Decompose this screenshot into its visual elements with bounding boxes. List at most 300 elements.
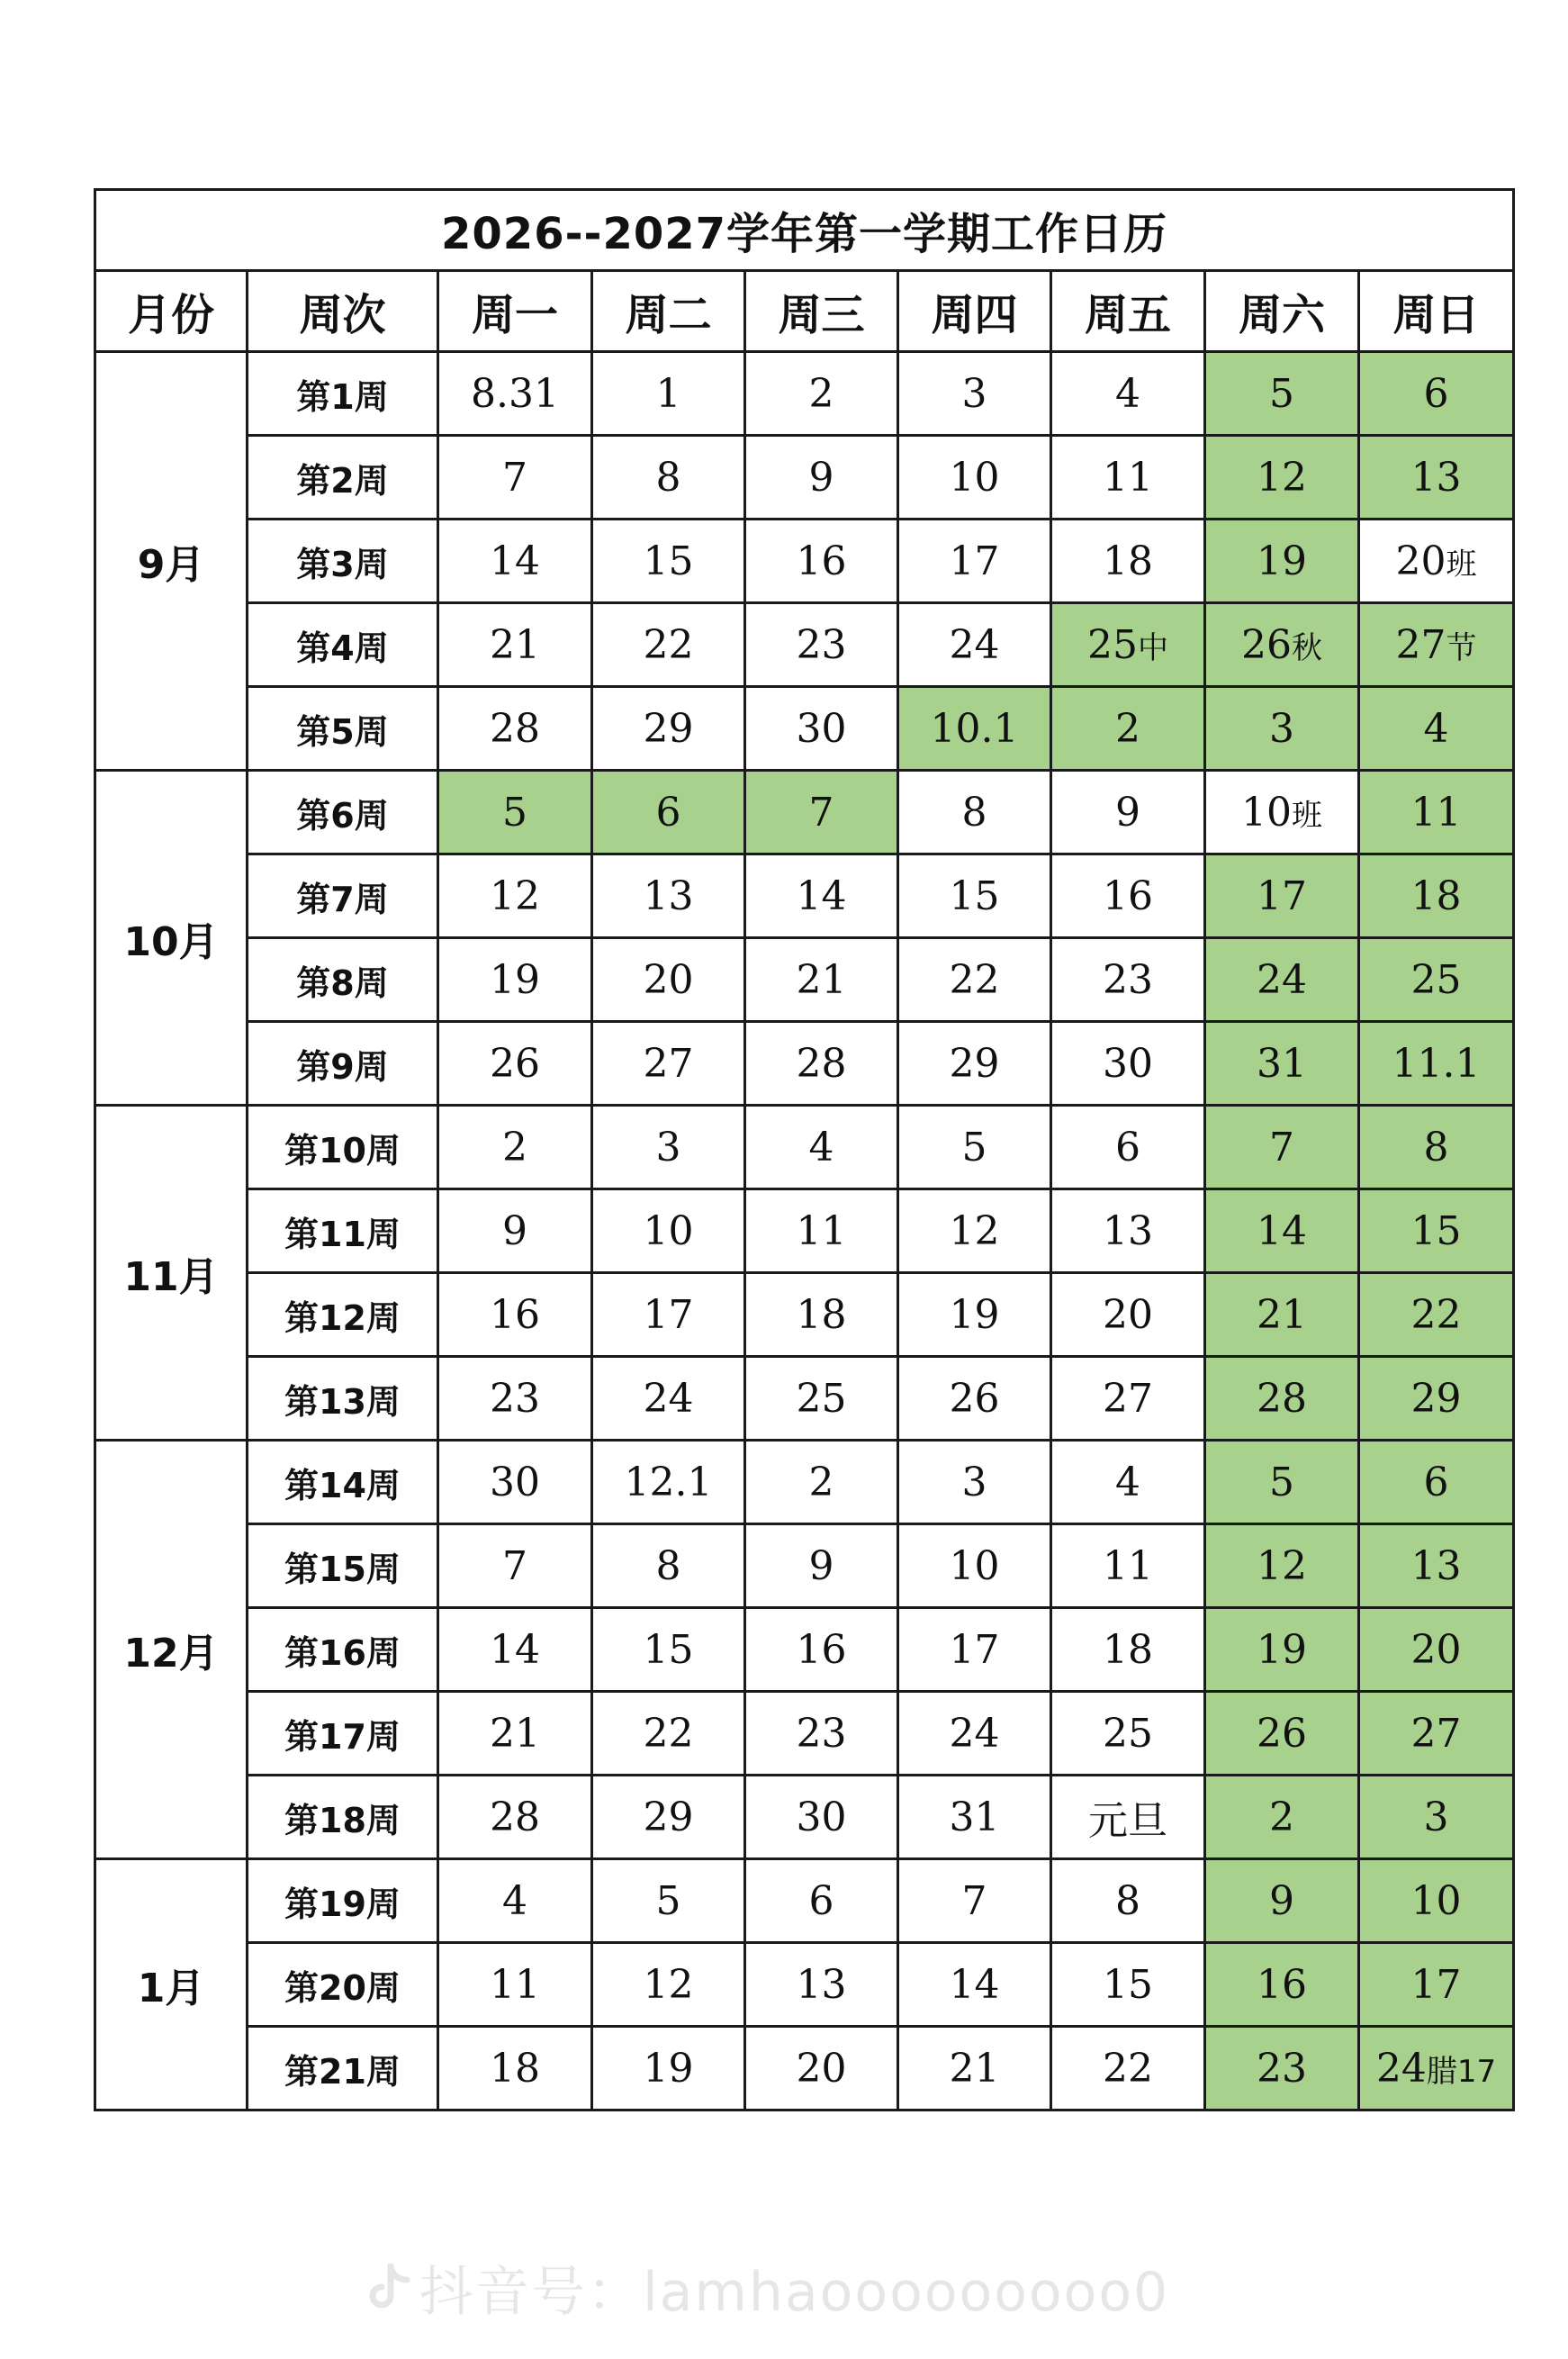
day-number: 13 (643, 872, 694, 919)
day-cell-friday (1051, 1859, 1205, 1943)
header-friday: 周五 (1051, 271, 1205, 352)
day-number: 20 (1410, 1626, 1462, 1673)
day-number: 22 (1103, 2045, 1153, 2092)
week-label: 第19周 (248, 1859, 438, 1943)
day-number: 17 (949, 538, 1000, 584)
day-cell-tuesday (592, 1692, 745, 1776)
day-cell-wednesday (745, 352, 898, 436)
day-cell-thursday (898, 1692, 1051, 1776)
day-cell-thursday (898, 436, 1051, 520)
day-cell-saturday (1205, 1943, 1359, 2027)
week-row (95, 1273, 1514, 1357)
day-cell-wednesday (745, 1608, 898, 1692)
day-number: 19 (643, 2045, 694, 2092)
day-cell-tuesday (592, 1943, 745, 2027)
day-cell-friday (1051, 520, 1205, 603)
day-number: 27 (1395, 621, 1446, 668)
day-number: 23 (796, 621, 847, 668)
day-number: 14 (490, 1626, 540, 1673)
day-number: 13 (1410, 454, 1462, 501)
day-number: 27 (643, 1040, 694, 1087)
day-number: 17 (643, 1291, 694, 1338)
day-cell-sunday (1359, 1776, 1514, 1859)
day-cell-sunday (1359, 1608, 1514, 1692)
day-number: 11 (1410, 789, 1462, 836)
day-number: 24 (1375, 2045, 1427, 2092)
day-cell-sunday (1359, 687, 1514, 771)
week-row (95, 854, 1514, 938)
day-number: 28 (490, 1794, 540, 1840)
week-row (95, 1608, 1514, 1692)
day-number: 7 (961, 1877, 987, 1924)
day-number: 6 (1423, 370, 1449, 417)
day-number: 元旦 (1088, 1798, 1167, 1844)
day-number: 13 (796, 1961, 847, 2008)
day-cell-wednesday (745, 1441, 898, 1524)
day-number: 18 (1103, 538, 1153, 584)
week-row (95, 520, 1514, 603)
day-cell-friday (1051, 1692, 1205, 1776)
day-number: 12 (643, 1961, 694, 2008)
day-number: 15 (643, 538, 694, 584)
day-number: 3 (961, 1459, 987, 1505)
week-row (95, 1189, 1514, 1273)
week-row (95, 1441, 1514, 1524)
month-label: 12月 (95, 1441, 248, 1859)
day-cell-monday (438, 1022, 592, 1106)
day-cell-sunday (1359, 1357, 1514, 1441)
week-label: 第11周 (248, 1189, 438, 1273)
day-cell-wednesday (745, 1022, 898, 1106)
day-cell-saturday (1205, 1189, 1359, 1273)
day-cell-wednesday (745, 1357, 898, 1441)
day-number: 11 (1103, 1542, 1153, 1589)
day-number: 7 (502, 1542, 527, 1589)
day-cell-wednesday (745, 1273, 898, 1357)
day-number: 17 (1410, 1961, 1462, 2008)
day-cell-thursday (898, 1441, 1051, 1524)
day-number: 12 (949, 1207, 1000, 1254)
day-cell-thursday (898, 520, 1051, 603)
day-number: 1 (655, 370, 681, 417)
day-cell-monday (438, 1357, 592, 1441)
day-cell-thursday (898, 1022, 1051, 1106)
day-number: 12 (1257, 454, 1307, 501)
day-number: 4 (1423, 705, 1449, 752)
day-number: 8 (655, 454, 681, 501)
day-note: 腊17 (1426, 2053, 1497, 2090)
day-number: 20 (1395, 538, 1446, 584)
day-cell-wednesday (745, 1524, 898, 1608)
day-number: 14 (949, 1961, 1000, 2008)
day-cell-friday (1051, 1441, 1205, 1524)
week-row (95, 687, 1514, 771)
day-cell-sunday (1359, 436, 1514, 520)
watermark-text: 抖音号：lamhaooooooooo0 (419, 2261, 1170, 2324)
day-number: 12 (490, 872, 540, 919)
week-label: 第13周 (248, 1357, 438, 1441)
header-week: 周次 (248, 271, 438, 352)
day-cell-wednesday (745, 2027, 898, 2110)
day-cell-thursday (898, 1776, 1051, 1859)
day-cell-friday (1051, 1022, 1205, 1106)
day-cell-sunday (1359, 1943, 1514, 2027)
week-label: 第2周 (248, 436, 438, 520)
day-cell-wednesday (745, 1943, 898, 2027)
day-number: 16 (1103, 872, 1153, 919)
week-row (95, 436, 1514, 520)
day-cell-monday (438, 352, 592, 436)
day-number: 19 (949, 1291, 1000, 1338)
day-number: 30 (796, 705, 847, 752)
month-label: 9月 (95, 352, 248, 771)
week-row (95, 771, 1514, 854)
day-number: 31 (949, 1794, 1000, 1840)
day-cell-wednesday (745, 436, 898, 520)
day-number: 29 (1410, 1375, 1462, 1422)
day-cell-sunday (1359, 1106, 1514, 1189)
day-cell-wednesday (745, 1189, 898, 1273)
day-number: 9 (1115, 789, 1140, 836)
day-cell-friday (1051, 771, 1205, 854)
day-number: 23 (490, 1375, 540, 1422)
day-number: 19 (1257, 538, 1307, 584)
day-number: 16 (1257, 1961, 1307, 2008)
day-number: 16 (490, 1291, 540, 1338)
day-number: 7 (1269, 1124, 1294, 1170)
day-note: 中 (1138, 629, 1168, 666)
day-cell-thursday (898, 1524, 1051, 1608)
day-cell-wednesday (745, 1692, 898, 1776)
day-number: 25 (796, 1375, 847, 1422)
day-cell-sunday (1359, 520, 1514, 603)
day-number: 18 (796, 1291, 847, 1338)
day-cell-friday (1051, 1608, 1205, 1692)
day-cell-monday (438, 603, 592, 687)
week-row (95, 938, 1514, 1022)
day-number: 8 (655, 1542, 681, 1589)
day-number: 14 (796, 872, 847, 919)
day-note: 班 (1446, 546, 1477, 583)
day-number: 10 (1241, 789, 1292, 836)
week-label: 第9周 (248, 1022, 438, 1106)
day-number: 5 (1269, 1459, 1294, 1505)
week-label: 第21周 (248, 2027, 438, 2110)
day-cell-thursday (898, 603, 1051, 687)
day-cell-saturday (1205, 771, 1359, 854)
day-number: 24 (949, 1710, 1000, 1757)
day-number: 30 (1103, 1040, 1153, 1087)
day-cell-tuesday (592, 1776, 745, 1859)
day-cell-saturday (1205, 1608, 1359, 1692)
day-cell-thursday (898, 1273, 1051, 1357)
day-cell-wednesday (745, 771, 898, 854)
week-label: 第1周 (248, 352, 438, 436)
day-number: 24 (643, 1375, 694, 1422)
day-cell-thursday (898, 687, 1051, 771)
week-row (95, 1859, 1514, 1943)
day-cell-saturday (1205, 1106, 1359, 1189)
day-cell-saturday (1205, 603, 1359, 687)
month-label: 11月 (95, 1106, 248, 1441)
day-cell-tuesday (592, 1859, 745, 1943)
day-cell-monday (438, 1273, 592, 1357)
day-number: 21 (490, 1710, 540, 1757)
calendar-title: 2026--2027学年第一学期工作日历 (95, 190, 1514, 271)
day-cell-monday (438, 938, 592, 1022)
header-thursday: 周四 (898, 271, 1051, 352)
day-number: 4 (808, 1124, 834, 1170)
day-cell-monday (438, 1608, 592, 1692)
day-cell-thursday (898, 1859, 1051, 1943)
day-cell-sunday (1359, 603, 1514, 687)
day-number: 27 (1410, 1710, 1462, 1757)
week-row (95, 352, 1514, 436)
day-number: 22 (1410, 1291, 1462, 1338)
day-cell-thursday (898, 771, 1051, 854)
day-cell-saturday (1205, 1776, 1359, 1859)
day-cell-wednesday (745, 1776, 898, 1859)
day-number: 18 (490, 2045, 540, 2092)
calendar-body (95, 352, 1514, 2110)
day-cell-sunday (1359, 1692, 1514, 1776)
day-number: 5 (502, 789, 527, 836)
day-cell-wednesday (745, 938, 898, 1022)
day-number: 16 (796, 538, 847, 584)
day-number: 23 (796, 1710, 847, 1757)
day-number: 23 (1257, 2045, 1307, 2092)
day-cell-tuesday (592, 603, 745, 687)
day-cell-tuesday (592, 1441, 745, 1524)
day-number: 24 (949, 621, 1000, 668)
day-cell-friday (1051, 436, 1205, 520)
header-month: 月份 (95, 271, 248, 352)
week-row (95, 2027, 1514, 2110)
day-number: 10 (949, 454, 1000, 501)
day-number: 10 (643, 1207, 694, 1254)
week-label: 第14周 (248, 1441, 438, 1524)
day-cell-tuesday (592, 436, 745, 520)
day-number: 11 (1103, 454, 1153, 501)
day-number: 28 (490, 705, 540, 752)
week-label: 第8周 (248, 938, 438, 1022)
day-cell-thursday (898, 1189, 1051, 1273)
day-cell-friday (1051, 1943, 1205, 2027)
day-number: 3 (1269, 705, 1294, 752)
week-label: 第4周 (248, 603, 438, 687)
day-cell-saturday (1205, 1357, 1359, 1441)
day-number: 3 (655, 1124, 681, 1170)
day-number: 11.1 (1392, 1040, 1481, 1087)
tiktok-logo-icon (369, 2264, 410, 2312)
day-cell-tuesday (592, 854, 745, 938)
day-cell-tuesday (592, 687, 745, 771)
day-cell-saturday (1205, 854, 1359, 938)
day-number: 18 (1410, 872, 1462, 919)
day-number: 5 (961, 1124, 987, 1170)
day-cell-saturday (1205, 1859, 1359, 1943)
day-number: 30 (796, 1794, 847, 1840)
day-number: 5 (655, 1877, 681, 1924)
day-number: 20 (1103, 1291, 1153, 1338)
day-number: 25 (1087, 621, 1138, 668)
day-cell-saturday (1205, 938, 1359, 1022)
day-number: 21 (796, 956, 847, 1003)
day-number: 26 (949, 1375, 1000, 1422)
day-number: 25 (1410, 956, 1462, 1003)
day-cell-monday (438, 687, 592, 771)
day-cell-wednesday (745, 603, 898, 687)
day-cell-sunday (1359, 1189, 1514, 1273)
day-cell-tuesday (592, 520, 745, 603)
day-cell-monday (438, 1524, 592, 1608)
day-number: 7 (808, 789, 834, 836)
day-number: 12.1 (624, 1459, 713, 1505)
day-number: 5 (1269, 370, 1294, 417)
day-cell-friday (1051, 1189, 1205, 1273)
day-number: 8 (961, 789, 987, 836)
day-cell-monday (438, 771, 592, 854)
day-cell-tuesday (592, 1106, 745, 1189)
week-label: 第12周 (248, 1273, 438, 1357)
day-cell-saturday (1205, 687, 1359, 771)
day-number: 4 (1115, 370, 1140, 417)
day-cell-tuesday (592, 1273, 745, 1357)
day-cell-friday (1051, 1357, 1205, 1441)
day-number: 19 (490, 956, 540, 1003)
day-number: 17 (1257, 872, 1307, 919)
day-cell-saturday (1205, 352, 1359, 436)
day-note: 节 (1446, 629, 1477, 666)
day-number: 29 (643, 1794, 694, 1840)
day-cell-monday (438, 1776, 592, 1859)
day-number: 4 (502, 1877, 527, 1924)
day-cell-sunday (1359, 771, 1514, 854)
day-number: 20 (796, 2045, 847, 2092)
day-cell-sunday (1359, 854, 1514, 938)
day-cell-thursday (898, 938, 1051, 1022)
day-cell-monday (438, 520, 592, 603)
day-cell-wednesday (745, 687, 898, 771)
header-sunday: 周日 (1359, 271, 1514, 352)
day-cell-tuesday (592, 1189, 745, 1273)
day-cell-tuesday (592, 2027, 745, 2110)
day-cell-friday (1051, 352, 1205, 436)
day-number: 12 (1257, 1542, 1307, 1589)
day-cell-monday (438, 1943, 592, 2027)
month-label: 10月 (95, 771, 248, 1106)
day-number: 3 (961, 370, 987, 417)
day-number: 21 (490, 621, 540, 668)
day-cell-saturday (1205, 436, 1359, 520)
day-cell-monday (438, 1106, 592, 1189)
day-cell-sunday (1359, 352, 1514, 436)
week-row (95, 1692, 1514, 1776)
day-number: 6 (655, 789, 681, 836)
day-number: 2 (808, 1459, 834, 1505)
day-number: 20 (643, 956, 694, 1003)
day-cell-wednesday (745, 854, 898, 938)
day-cell-thursday (898, 1357, 1051, 1441)
day-cell-thursday (898, 352, 1051, 436)
day-cell-sunday (1359, 2027, 1514, 2110)
week-row (95, 1106, 1514, 1189)
day-number: 3 (1423, 1794, 1449, 1840)
day-number: 23 (1103, 956, 1153, 1003)
day-number: 9 (1269, 1877, 1294, 1924)
day-number: 6 (1423, 1459, 1449, 1505)
day-number: 21 (949, 2045, 1000, 2092)
day-cell-saturday (1205, 1692, 1359, 1776)
day-number: 26 (490, 1040, 540, 1087)
day-cell-sunday (1359, 1859, 1514, 1943)
day-cell-sunday (1359, 1273, 1514, 1357)
day-cell-friday (1051, 1106, 1205, 1189)
day-cell-monday (438, 1859, 592, 1943)
week-row (95, 1357, 1514, 1441)
day-number: 22 (949, 956, 1000, 1003)
day-number: 25 (1103, 1710, 1153, 1757)
day-number: 28 (796, 1040, 847, 1087)
day-cell-sunday (1359, 1524, 1514, 1608)
week-row (95, 603, 1514, 687)
day-cell-monday (438, 1189, 592, 1273)
day-cell-saturday (1205, 1022, 1359, 1106)
day-cell-tuesday (592, 1357, 745, 1441)
day-cell-saturday (1205, 1524, 1359, 1608)
day-number: 13 (1103, 1207, 1153, 1254)
day-number: 9 (808, 454, 834, 501)
day-cell-wednesday (745, 520, 898, 603)
week-label: 第10周 (248, 1106, 438, 1189)
day-number: 11 (490, 1961, 540, 2008)
day-number: 26 (1257, 1710, 1307, 1757)
day-number: 14 (490, 538, 540, 584)
day-cell-friday (1051, 603, 1205, 687)
week-label: 第6周 (248, 771, 438, 854)
week-row (95, 1776, 1514, 1859)
day-cell-wednesday (745, 1106, 898, 1189)
day-number: 14 (1257, 1207, 1307, 1254)
day-cell-sunday (1359, 1022, 1514, 1106)
day-cell-monday (438, 1692, 592, 1776)
week-row (95, 1943, 1514, 2027)
day-cell-tuesday (592, 1524, 745, 1608)
week-label: 第7周 (248, 854, 438, 938)
day-note: 班 (1292, 797, 1322, 834)
day-number: 11 (796, 1207, 847, 1254)
work-calendar-table (94, 188, 1515, 2111)
day-number: 9 (502, 1207, 527, 1254)
week-label: 第20周 (248, 1943, 438, 2027)
day-cell-friday (1051, 687, 1205, 771)
day-number: 10.1 (930, 705, 1019, 752)
day-number: 16 (796, 1626, 847, 1673)
day-cell-friday (1051, 1273, 1205, 1357)
day-number: 15 (643, 1626, 694, 1673)
day-cell-friday (1051, 1524, 1205, 1608)
header-saturday: 周六 (1205, 271, 1359, 352)
day-number: 19 (1257, 1626, 1307, 1673)
day-cell-friday (1051, 854, 1205, 938)
day-cell-friday (1051, 1776, 1205, 1859)
day-number: 4 (1115, 1459, 1140, 1505)
day-number: 2 (1269, 1794, 1294, 1840)
day-cell-saturday (1205, 520, 1359, 603)
day-cell-thursday (898, 1106, 1051, 1189)
day-number: 2 (502, 1124, 527, 1170)
header-monday: 周一 (438, 271, 592, 352)
